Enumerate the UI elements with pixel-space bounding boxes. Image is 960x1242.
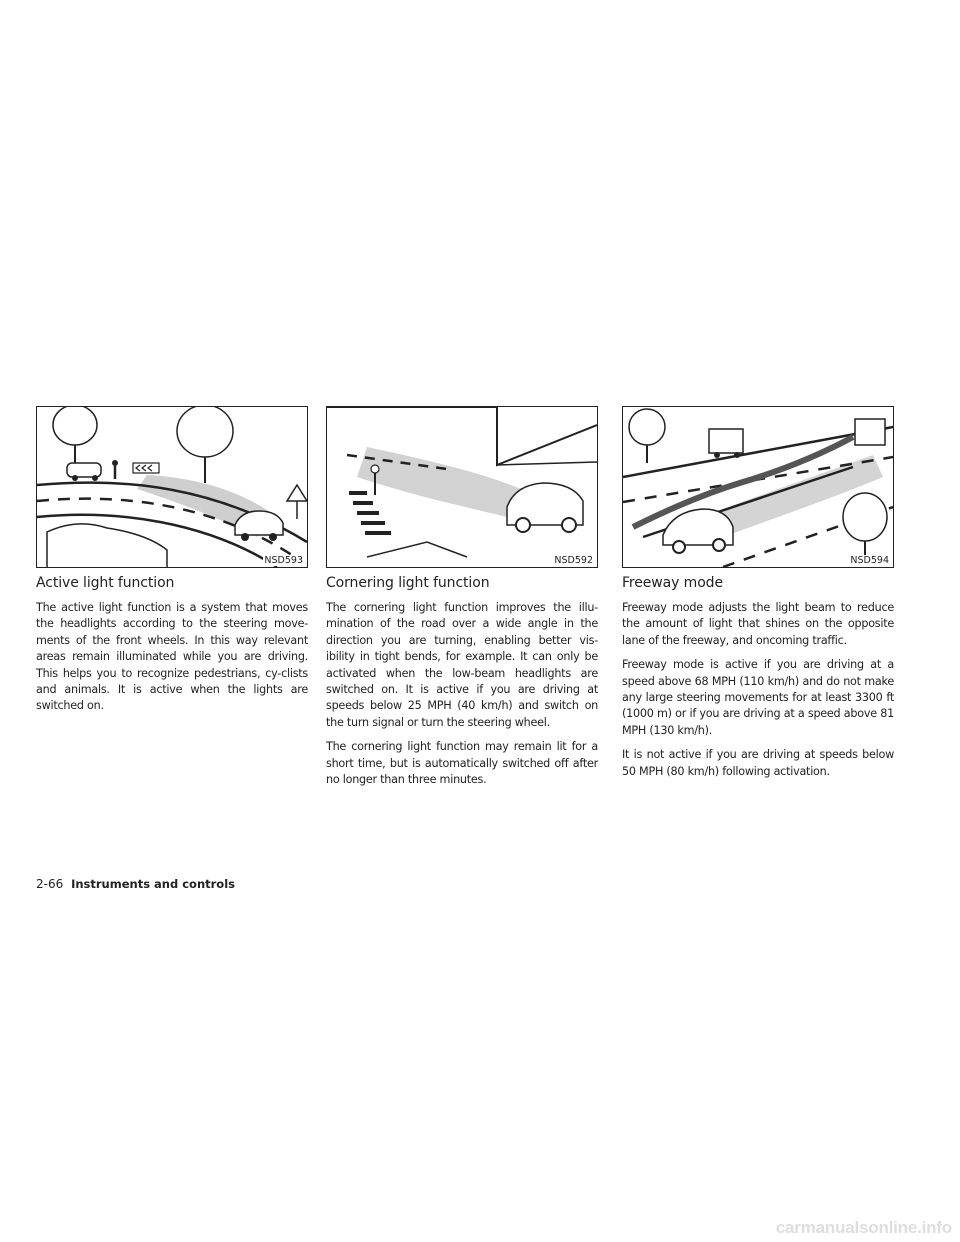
paragraph: The cornering light function improves the illu-mination of the road over a wide angle in the direction you are turning, enabling better vis-ibility in tight bends, for example. It can only be activated when the low-beam headlights are switched on. It is active if you are driving at speeds below 25 MPH (40 km/h) and switch on the turn signal or turn the steering wheel. bbox=[326, 601, 598, 729]
figure-id-label: NSD593 bbox=[264, 555, 303, 566]
watermark: carmanualsonline.info bbox=[775, 1218, 952, 1237]
section-title: Instruments and controls bbox=[71, 877, 235, 891]
figure-id-label: NSD592 bbox=[554, 555, 593, 566]
figure-active-light bbox=[36, 406, 308, 568]
paragraph: The cornering light function may remain lit for a short time, but is automatically switched off after no longer than three minutes. bbox=[326, 740, 598, 787]
page-number: 2-66 bbox=[36, 877, 64, 891]
heading-active-light: Active light function bbox=[36, 575, 175, 591]
column-freeway-mode bbox=[622, 406, 894, 788]
paragraph: Freeway mode is active if you are driving at a speed above 68 MPH (110 km/h) and do not make any large steering movements for at least 3300 ft (1000 m) or if you are driving at a speed above 81 MPH (130 km/h). bbox=[622, 658, 894, 737]
figure-cornering-light bbox=[326, 406, 598, 568]
heading-freeway-mode: Freeway mode bbox=[622, 575, 723, 591]
cornering-light-illustration bbox=[327, 407, 597, 567]
figure-freeway-mode bbox=[622, 406, 894, 568]
freeway-mode-illustration bbox=[623, 407, 893, 567]
page-footer bbox=[36, 877, 235, 891]
paragraph: Freeway mode adjusts the light beam to reduce the amount of light that shines on the opposite lane of the freeway, and oncoming traffic. bbox=[622, 601, 894, 647]
heading-cornering-light: Cornering light function bbox=[326, 575, 490, 591]
paragraph: The active light function is a system that moves the headlights according to the steering move-ments of the front wheels. In this way relevant areas remain illuminated while you are driving. This helps you to recognize pedestrians, cy-clists and animals. It is active when the lights are switched on. bbox=[36, 601, 308, 713]
paragraph: It is not active if you are driving at speeds below 50 MPH (80 km/h) following activation. bbox=[622, 748, 894, 778]
column-cornering-light bbox=[326, 406, 598, 796]
figure-id-label: NSD594 bbox=[850, 555, 889, 566]
column-active-light bbox=[36, 406, 308, 723]
active-light-illustration bbox=[37, 407, 307, 567]
